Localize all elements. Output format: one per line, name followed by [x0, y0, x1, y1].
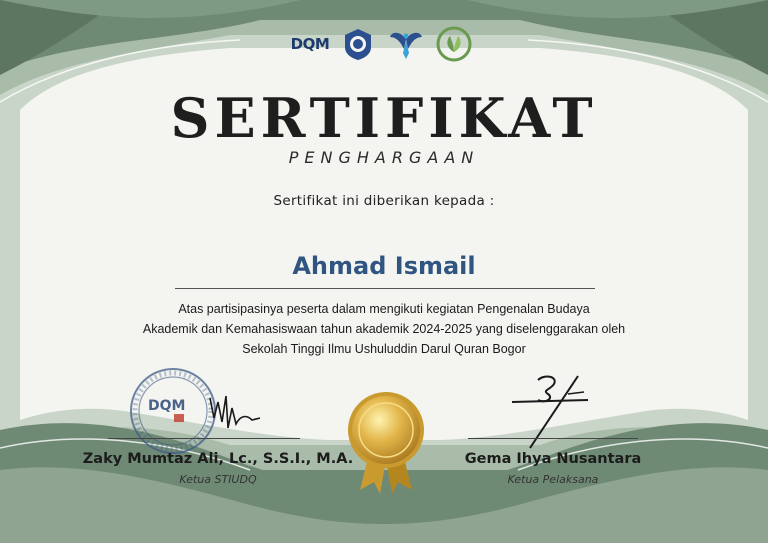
campus-emblem-icon [338, 24, 378, 64]
right-signature-icon [508, 366, 598, 452]
right-signature-line [468, 438, 638, 439]
stamp-text: DQM [148, 398, 186, 414]
description-line: Sekolah Tinggi Ilmu Ushuluddin Darul Quran Bogor [242, 342, 526, 356]
left-signatory-name: Zaky Mumtaz Ali, Lc., S.S.I., M.A. [82, 451, 354, 467]
given-to-text: Sertifikat ini diberikan kepada : [273, 193, 495, 209]
right-signatory-name: Gema Ihya Nusantara [464, 451, 642, 467]
left-signatory [68, 451, 368, 486]
right-signatory-role: Ketua Pelaksana [507, 473, 599, 486]
recipient-name: Ahmad Ismail [292, 252, 476, 280]
wings-logo-icon [386, 24, 426, 64]
certificate-title: SERTIFIKAT [170, 86, 598, 150]
dqm-logo-icon [290, 24, 330, 64]
logo-row [290, 22, 480, 66]
left-signature-line [108, 438, 300, 439]
left-signature-icon [200, 378, 270, 438]
left-signatory-role: Ketua STIUDQ [179, 473, 257, 486]
recipient-underline [175, 288, 595, 289]
dqm-logo-text: DQM [290, 35, 330, 53]
description-line: Akademik dan Kemahasiswaan tahun akademik 2024-2025 yang diselenggarakan oleh [142, 322, 626, 336]
certificate-subtitle: PENGHARGAAN [288, 148, 480, 167]
description-line: Atas partisipasinya peserta dalam mengikuti kegiatan Pengenalan Budaya [178, 302, 590, 316]
right-signatory [403, 451, 703, 486]
certificate-description [100, 299, 668, 359]
leaf-badge-icon [434, 24, 474, 64]
